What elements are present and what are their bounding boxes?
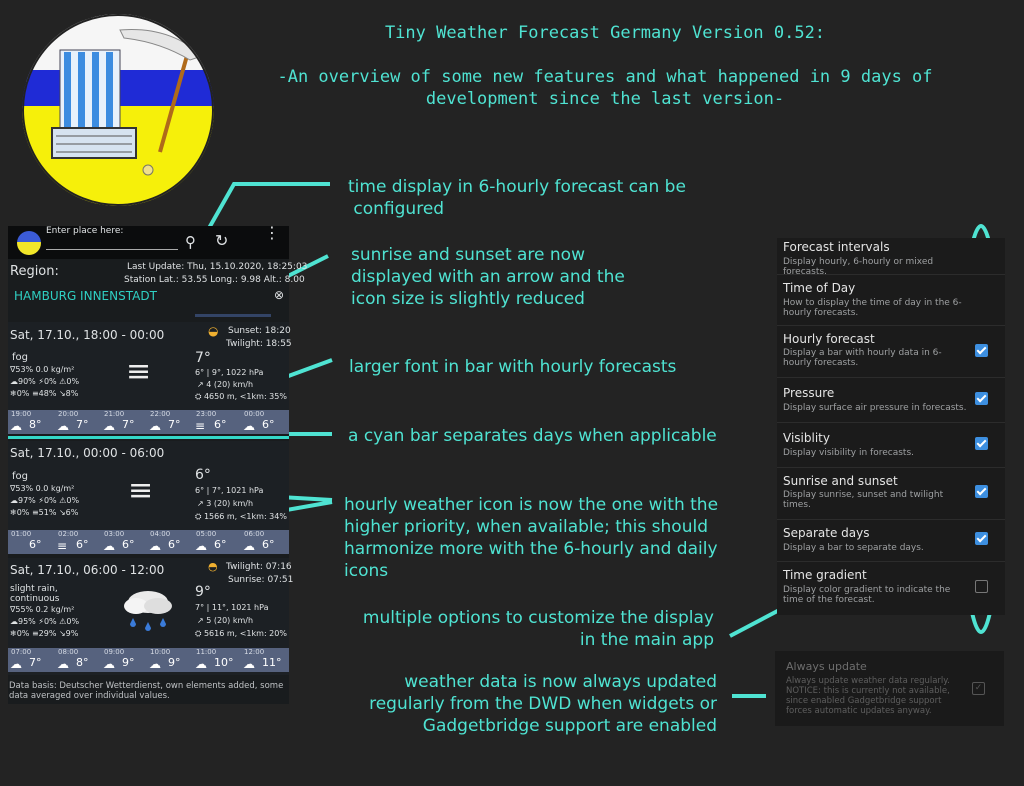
region-label: Region: [10,264,59,279]
cloud-icon: ☁ [195,657,207,671]
wind: ↗ 3 (20) km/h [197,499,254,508]
settings-screenshot [777,238,1005,615]
temp-pressure: 6° | 9°, 1022 hPa [195,368,264,377]
misc-stats: ❄0% ≡29% ↘9% [10,629,79,638]
cloud-icon: ☁ [103,657,115,671]
hour-temp: 7° [122,418,135,431]
annotation-line: icons [344,561,389,581]
hour-temp: 6° [214,538,227,551]
hour-cell [56,410,94,434]
setting-summary: Display visibility in forecasts. [783,448,914,458]
annotation-hourly-icon [344,494,718,582]
hour-time: 07:00 [11,648,32,656]
setting-always-update [775,651,1004,726]
cloud-stats: ☁95% ⚡0% ⚠0% [10,617,80,626]
sunrise-time: Sunrise: 07:51 [228,575,294,585]
annotation-line: regularly from the DWD when widgets or [369,694,717,714]
visibility: ⛭ 5616 m, <1km: 20% [195,629,287,638]
app-screenshot [8,223,308,704]
annotation-line: weather data is now always updated [404,672,717,692]
hour-cell [194,530,232,554]
hour-temp: 6° [122,538,135,551]
setting-summary: Always update weather data regularly. NOTICE: this is currently not available, since enabled Gadgetbridge support forces automatic updates anyway. [786,676,950,716]
hour-cell [148,648,186,672]
cloud-stats: ☁97% ⚡0% ⚠0% [10,496,80,505]
cloud-icon: ☁ [243,657,255,671]
wind: ↗ 5 (20) km/h [197,616,254,625]
day-separator-bar [8,436,289,439]
annotation-sunrise-sunset [351,244,625,310]
search-input[interactable] [46,249,178,250]
cloud-stats: ☁90% ⚡0% ⚠0% [10,377,80,386]
page-title: Tiny Weather Forecast Germany Version 0.52: -An overview of some new features and what happened in 9 days of development since the last version- [277,23,933,109]
hour-time: 19:00 [11,410,32,418]
hour-cell [242,530,280,554]
sunrise-icon: ◓ [208,560,218,573]
setting-title: Pressure [783,386,835,400]
setting-forecast-intervals[interactable] [777,238,1005,275]
annotation-line: larger font in bar with hourly forecasts [349,357,677,377]
hour-time: 01:00 [11,530,32,538]
hourly-bar [8,648,289,672]
always-update-checkbox[interactable]: ✓ [972,682,985,695]
hour-time: 05:00 [196,530,217,538]
hour-time: 11:00 [196,648,217,656]
rain-cloud-icon [118,586,178,634]
hour-cell [9,410,47,434]
twilight-time: Twilight: 18:55 [226,339,292,349]
annotation-always-updated [340,671,717,737]
cloud-icon: ☁ [10,657,22,671]
hour-temp: 6° [168,538,181,551]
cloud-icon: ☁ [149,419,161,433]
hour-time: 03:00 [104,530,125,538]
setting-summary: Display color gradient to indicate the time of the forecast. [783,585,951,605]
setting-visibility[interactable] [777,423,1005,468]
fog-icon: ≡ [128,473,154,508]
hour-temp: 10° [214,656,234,669]
cloud-icon: ☁ [103,539,115,553]
pressure-checkbox[interactable] [975,392,988,405]
cloud-icon: ☁ [57,657,69,671]
misc-stats: ❄0% ≡51% ↘6% [10,508,79,517]
hour-cell [148,530,186,554]
time-gradient-checkbox[interactable] [975,580,988,593]
hour-time: 00:00 [244,410,265,418]
hour-time: 02:00 [58,530,79,538]
setting-separate-days[interactable] [777,520,1005,562]
setting-title: Separate days [783,526,870,540]
setting-summary: Display hourly, 6-hourly or mixed forecasts. [783,257,934,277]
setting-title: Visiblity [783,431,830,445]
annotation-time-display [348,176,686,220]
forecast-section [8,441,289,554]
hour-cell [102,648,140,672]
sunset-icon: ◒ [208,324,219,338]
refresh-icon[interactable]: ↻ [215,231,229,250]
cloud-icon: ☁ [243,539,255,553]
cloud-icon: ☁ [103,419,115,433]
annotation-line: sunrise and sunset are now [351,245,585,265]
hour-time: 09:00 [104,648,125,656]
temp-pressure: 6° | 7°, 1021 hPa [195,486,264,495]
hour-cell [148,410,186,434]
hour-time: 12:00 [244,648,265,656]
annotation-line: icon size is slightly reduced [351,289,585,309]
hour-time: 21:00 [104,410,125,418]
hour-temp: 6° [76,538,89,551]
setting-pressure[interactable] [777,378,1005,423]
setting-hourly-forecast[interactable] [777,326,1005,378]
visibility-checkbox[interactable] [975,437,988,450]
hour-cell [242,648,280,672]
annotation-options [344,607,714,651]
annotation-line: displayed with an arrow and the [351,267,625,287]
hour-cell [194,648,232,672]
twilight-time: Twilight: 07:16 [226,562,292,572]
temperature: 7° [195,350,211,366]
annotation-line: multiple options to customize the display [362,608,714,628]
forecast-time: Sat, 17.10., 00:00 - 06:00 [10,446,165,460]
misc-stats: ❄0% ≡48% ↘8% [10,389,79,398]
clear-icon[interactable]: ⊗ [274,288,285,302]
wind: ↗ 4 (20) km/h [197,380,254,389]
cloud-icon: ☁ [195,539,207,553]
setting-title: Sunrise and sunset [783,474,898,488]
more-menu-icon[interactable]: ⋮ [264,223,280,242]
setting-title: Always update [786,660,867,673]
temp-pressure: 7° | 11°, 1021 hPa [195,603,269,612]
setting-time-gradient[interactable] [777,562,1005,612]
temperature: 6° [195,467,211,483]
hour-temp: 7° [76,418,89,431]
cloud-icon: ☁ [149,657,161,671]
app-toolbar [8,223,289,259]
visibility: ⛭ 4650 m, <1km: 35% [195,392,287,401]
hour-temp: 9° [122,656,135,669]
fog-icon: ≡ [195,419,206,433]
search-icon[interactable]: ⚲ [185,233,196,251]
setting-summary: Display sunrise, sunset and twilight times. [783,490,944,510]
temperature: 9° [195,584,211,600]
hour-cell [56,648,94,672]
setting-time-of-day[interactable] [777,275,1005,326]
hour-time: 10:00 [150,648,171,656]
annotation-line: time display in 6-hourly forecast can be [348,177,686,197]
hour-time: 23:00 [196,410,217,418]
hour-cell [102,410,140,434]
hourly-bar [8,530,289,554]
annotation-line: harmonize more with the 6-hourly and daily [344,539,718,559]
hour-temp: 9° [168,656,181,669]
setting-title: Time gradient [783,568,867,582]
hour-cell [242,410,280,434]
setting-title: Time of Day [783,281,856,295]
hourly-bar [8,410,289,434]
station-underline [195,314,271,317]
hour-temp: 6° [214,418,227,431]
precipitation: ∇55% 0.2 kg/m² [10,605,75,614]
forecast-section [8,322,292,434]
setting-summary: Display a bar with hourly data in 6-hourly forecasts. [783,348,942,368]
annotation-cyan-bar [348,425,717,447]
hourly-forecast-checkbox[interactable] [975,344,988,357]
condition: slight rain, continuous [10,584,60,604]
sunrise-sunset-checkbox[interactable] [975,485,988,498]
hour-temp: 6° [29,538,42,551]
annotation-line: configured [348,199,445,219]
annotation-larger-font [349,356,676,378]
setting-summary: How to display the time of day in the 6-hourly forecasts. [783,298,962,318]
hour-temp: 7° [168,418,181,431]
hour-time: 04:00 [150,530,171,538]
station-info: Station Lat.: 53.55 Long.: 9.98 Alt.: 8.00 [124,275,305,285]
precipitation: ∇53% 0.0 kg/m² [10,484,75,493]
fog-icon: ≡ [57,539,68,553]
separate-days-checkbox[interactable] [975,532,988,545]
hour-temp: 11° [262,656,282,669]
station-name[interactable]: HAMBURG INNENSTADT [14,289,157,303]
hour-cell [102,530,140,554]
hour-temp: 8° [76,656,89,669]
forecast-section [8,558,294,675]
annotation-line: in the main app [579,630,714,650]
hour-temp: 6° [262,418,275,431]
hour-time: 08:00 [58,648,79,656]
hour-cell [9,530,47,554]
hour-cell [194,410,232,434]
cloud-icon: ☁ [149,539,161,553]
annotation-line: Gadgetbridge support are enabled [422,716,717,736]
cloud-icon: ☁ [243,419,255,433]
hour-time: 06:00 [244,530,265,538]
hour-temp: 7° [29,656,42,669]
condition: fog [12,352,28,363]
hour-cell [56,530,94,554]
setting-title: Forecast intervals [783,240,890,254]
last-update: Last Update: Thu, 15.10.2020, 18:25:03 [127,262,308,272]
hour-cell [9,648,47,672]
fog-icon: ≡ [126,354,152,389]
forecast-time: Sat, 17.10., 06:00 - 12:00 [10,563,165,577]
annotation-line: higher priority, when available; this should [344,517,708,537]
setting-summary: Display a bar to separate days. [783,543,924,553]
data-source-footer: Data basis: Deutscher Wetterdienst, own elements added, some data averaged over individual values. [9,681,284,701]
visibility: ⛭ 1566 m, <1km: 34% [195,512,287,521]
hour-temp: 8° [29,418,42,431]
app-icon [17,231,41,255]
precipitation: ∇53% 0.0 kg/m² [10,365,75,374]
forecast-time: Sat, 17.10., 18:00 - 00:00 [10,328,165,342]
annotation-line: a cyan bar separates days when applicable [348,426,717,446]
search-label: Enter place here: [46,226,124,236]
setting-summary: Display surface air pressure in forecasts. [783,403,967,413]
annotation-line: hourly weather icon is now the one with the [344,495,719,515]
setting-title: Hourly forecast [783,332,875,346]
hour-temp: 6° [262,538,275,551]
hour-time: 20:00 [58,410,79,418]
condition: fog [12,471,28,482]
cloud-icon: ☁ [10,419,22,433]
sunset-time: Sunset: 18:20 [228,326,291,336]
setting-sunrise-sunset[interactable] [777,468,1005,520]
cloud-icon: ☁ [57,419,69,433]
hour-time: 22:00 [150,410,171,418]
